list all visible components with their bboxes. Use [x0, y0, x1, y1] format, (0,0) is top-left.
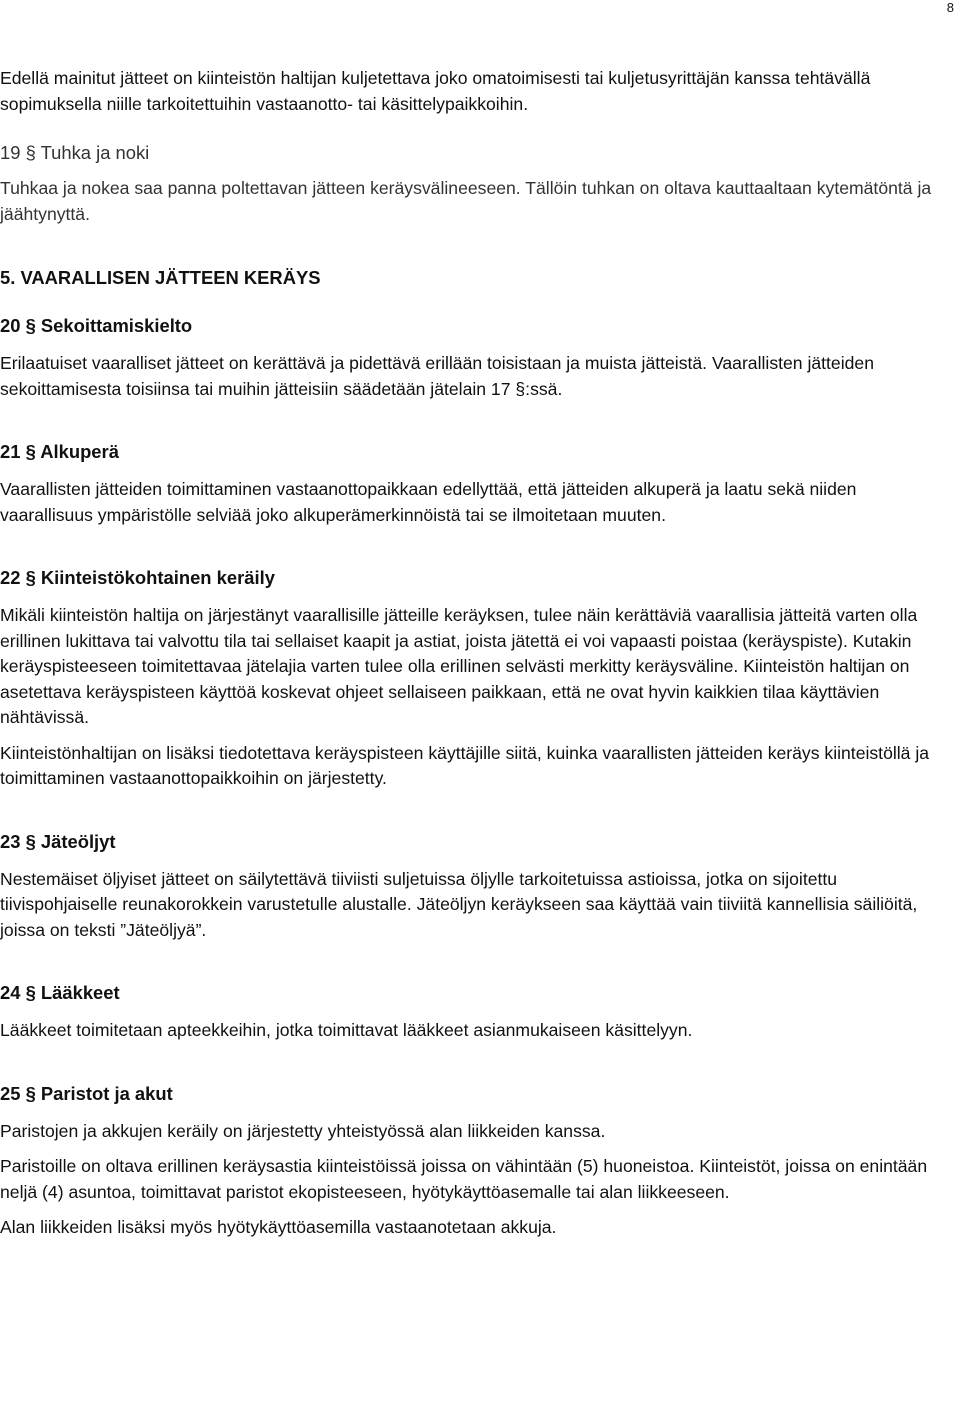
section-paragraph: Paristoille on oltava erillinen keräysastia kiinteistöissä joissa on vähintään (5) huoneistoa. Kiinteistöt, joissa on enintään neljä (4) asuntoa, toimittavat paristot ekopisteeseen, hyötykäyttöasemalle tai alan liikkeeseen.: [0, 1156, 928, 1202]
section-heading: 25 § Paristot ja akut: [0, 1082, 173, 1104]
section-paragraph: Erilaatuiset vaaralliset jätteet on kerättävä ja pidettävä erillään toisistaan ja muista jätteistä. Vaarallisten jätteiden sekoittamisesta toisiinsa tai muihin jätteisiin säädetään jätelain 17 §:ssä.: [0, 353, 874, 399]
section-paragraph: Lääkkeet toimitetaan apteekkeihin, jotka toimittavat lääkkeet asianmukaiseen käsittelyyn.: [0, 1020, 693, 1040]
document-body: [0, 66, 945, 1241]
section-heading: 23 § Jäteöljyt: [0, 830, 116, 852]
section-paragraph: Mikäli kiinteistön haltija on järjestänyt vaarallisille jätteille keräyksen, tulee näin kerättäviä vaarallisia jätteitä varten olla erillinen lukittava tai valvottu tila tai sellaiset kaapit ja astiat, joista jätettä ei voi vapaasti poistaa (keräyspiste). Kutakin keräyspisteeseen toimitettavaa jätelajia varten tulee olla erillinen selvästi merkitty keräysväline. Kiinteistön haltijan on asetettava keräyspisteen käyttöä koskevat ohjeet sellaiseen paikkaan, että ne ovat hyvin kaikkien tilaa käyttävien nähtävissä.: [0, 605, 918, 727]
section-23: [0, 829, 945, 944]
section-heading: 21 § Alkuperä: [0, 441, 119, 462]
section-heading: 20 § Sekoittamiskielto: [0, 315, 193, 336]
section-paragraph: Vaarallisten jätteiden toimittaminen vastaanottopaikkaan edellyttää, että jätteiden alkuperä ja laatu sekä niiden vaarallisuus ympäristölle selviää joko alkuperämerkinnöistä tai se ilmoitetaan muuten.: [0, 479, 857, 525]
section-paragraph: Paristojen ja akkujen keräily on järjestetty yhteistyössä alan liikkeiden kanssa.: [0, 1120, 606, 1141]
chapter-heading: 5. VAARALLISEN JÄTTEEN KERÄYS: [0, 267, 321, 288]
section-paragraph: Alan liikkeiden lisäksi myös hyötykäyttöasemilla vastaanotetaan akkuja.: [0, 1217, 557, 1237]
section-21: [0, 439, 945, 528]
section-19: [0, 140, 945, 227]
page-number: 8: [946, 0, 954, 15]
section-heading: 24 § Lääkkeet: [0, 982, 120, 1003]
section-heading: 22 § Kiinteistökohtainen keräily: [0, 567, 275, 588]
section-paragraph: Tuhkaa ja nokea saa panna poltettavan jätteen keräysvälineeseen. Tällöin tuhkan on oltava kauttaaltaan kytemätöntä ja jäähtynyttä.: [0, 178, 932, 224]
section-20: [0, 313, 945, 402]
intro-paragraph: Edellä mainitut jätteet on kiinteistön haltijan kuljetettava joko omatoimisesti tai kuljetusyrittäjän kanssa tehtävällä sopimuksella niille tarkoitettuihin vastaanotto- tai käsittelypaikkoihin.: [0, 68, 871, 114]
section-paragraph: Nestemäiset öljyiset jätteet on säilytettävä tiiviisti suljetuissa öljylle tarkoitetuissa astioissa, jotka on sijoitettu tiivispohjaiselle reunakorokkein varustetulle alustalle. Jäteöljyn keräykseen saa käyttää vain tiiviitä kannellisia säiliöitä, joissa on teksti ”Jäteöljyä”.: [0, 868, 918, 940]
section-22: [0, 565, 945, 792]
section-heading: 19 § Tuhka ja noki: [0, 142, 150, 163]
section-paragraph: Kiinteistönhaltijan on lisäksi tiedotettava keräyspisteen käyttäjille siitä, kuinka vaarallisten jätteiden keräys kiinteistöllä ja toimittaminen vastaanottopaikkoihin on järjestetty.: [0, 742, 930, 788]
section-25: [0, 1081, 945, 1241]
section-24: [0, 980, 945, 1044]
